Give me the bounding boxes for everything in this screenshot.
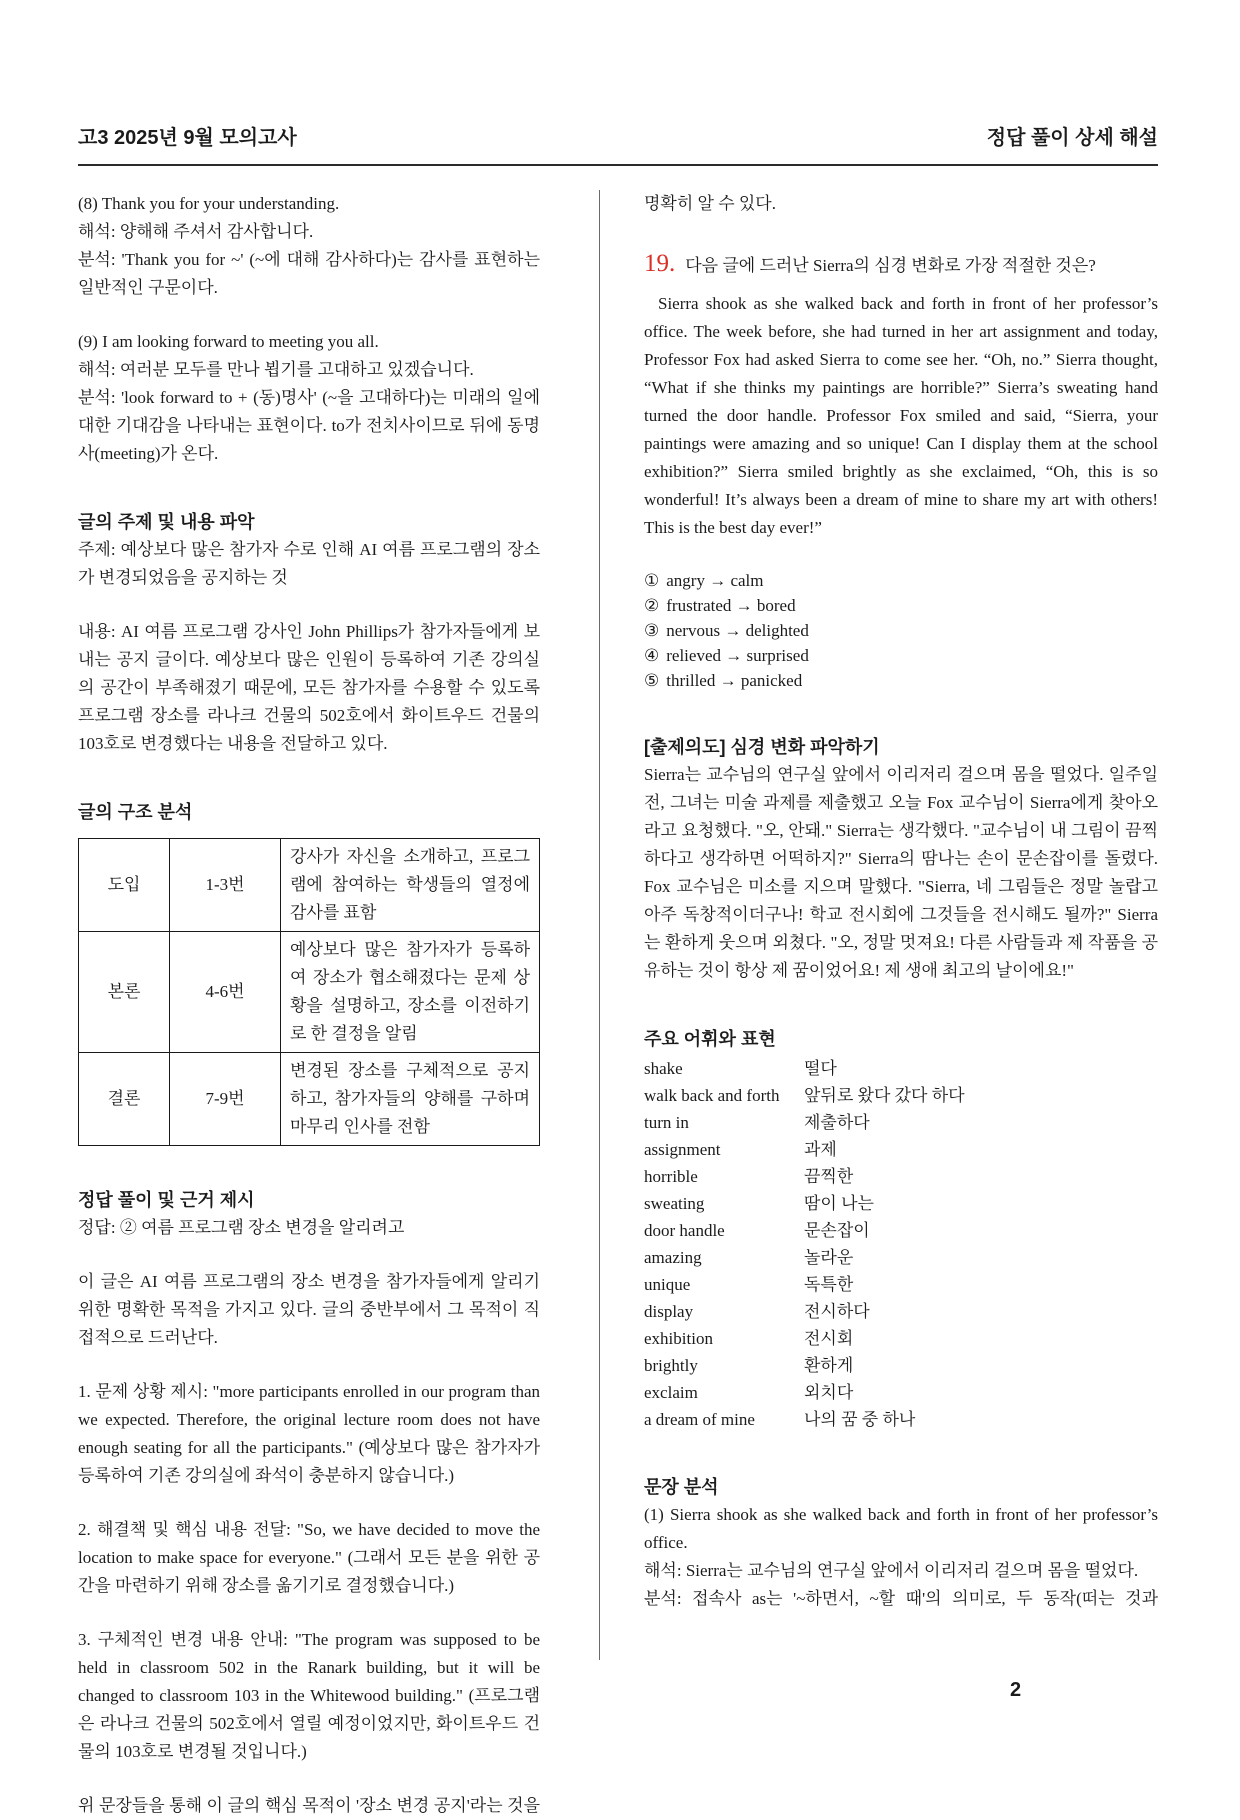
vocab-row <box>644 1190 1158 1217</box>
closing-line: 위 문장들을 통해 이 글의 핵심 목적이 '장소 변경 공지'라는 것을 <box>78 1796 540 1815</box>
header-rule <box>78 164 1158 166</box>
vocab-row <box>644 1217 1158 1244</box>
vocab-row <box>644 1271 1158 1298</box>
structure-range: 1-3번 <box>170 839 281 932</box>
option-marker: ⑤ <box>644 671 660 690</box>
structure-desc: 변경된 장소를 구체적으로 공지하고, 참가자들의 양해를 구하며 마무리 인사를 전함 <box>281 1053 540 1146</box>
vocab-meaning: 앞뒤로 왔다 갔다 하다 <box>804 1086 965 1105</box>
structure-range: 4-6번 <box>170 932 281 1053</box>
heading-sentence-section: 문장 분석 <box>644 1477 719 1497</box>
vocab-term: sweating <box>644 1194 705 1213</box>
answer-option-3 <box>644 618 1158 643</box>
vocab-term: walk back and forth <box>644 1086 780 1105</box>
vocab-term: assignment <box>644 1140 721 1159</box>
vocab-term: horrible <box>644 1167 698 1186</box>
sentence-analysis: 분석: 접속사 as는 '~하면서, ~할 때'의 의미로, 두 동작(떠는 것과 <box>644 1589 1158 1608</box>
question-prompt: 다음 글에 드러난 Sierra의 심경 변화로 가장 적절한 것은? <box>685 256 1096 275</box>
table-row <box>79 839 540 932</box>
vocab-term: turn in <box>644 1113 689 1132</box>
structure-desc: 강사가 자신을 소개하고, 프로그램에 참여하는 학생들의 열정에 감사를 표함 <box>281 839 540 932</box>
carryover-line: 명확히 알 수 있다. <box>644 194 776 213</box>
vocab-meaning: 끔찍한 <box>804 1167 854 1186</box>
vocab-meaning: 문손잡이 <box>804 1221 870 1240</box>
answer-option-4 <box>644 643 1158 668</box>
vocab-row <box>644 1082 1158 1109</box>
answer-option-5 <box>644 668 1158 693</box>
vocab-row <box>644 1379 1158 1406</box>
vocab-meaning: 환하게 <box>804 1356 854 1375</box>
vocab-meaning: 전시회 <box>804 1329 854 1348</box>
question-number: 19. <box>644 250 676 277</box>
vocab-term: a dream of mine <box>644 1410 755 1429</box>
vocab-row <box>644 1163 1158 1190</box>
answer-option-2 <box>644 593 1158 618</box>
vocab-row <box>644 1136 1158 1163</box>
structure-part: 본론 <box>79 932 170 1053</box>
option-marker: ③ <box>644 621 660 640</box>
option-marker: ① <box>644 571 660 590</box>
option-label: nervous → delighted <box>666 621 809 640</box>
evidence-point-2: 2. 해결책 및 핵심 내용 전달: "So, we have decided to move the location to make space for everyone." (그래서 모든 분을 위한 공간을 마련하기 위해 장소를 옮기기로 결정했습니다.) <box>78 1520 540 1595</box>
heading-answer-section: 정답 풀이 및 근거 제시 <box>78 1190 255 1210</box>
evidence-point-3: 3. 구체적인 변경 내용 안내: "The program was supposed to be held in classroom 502 in the Ranark building, but it will be changed to classroom 103 in the Whitewood building." (프로그램은 라나크 건물의 502호에서 열릴 예정이었지만, 화이트우드 건물의 103호로 변경될 것입니다.) <box>78 1630 540 1761</box>
question-19-header <box>644 250 1158 280</box>
sentence-item-8 <box>78 190 540 302</box>
question-passage: Sierra shook as she walked back and forth in front of her professor’s office. The week before, she had turned in her art assignment and today, Professor Fox had asked Sierra to come see her. “Oh, no.” Sierra thought, “What if she thinks my paintings are horrible?” Sierra’s sweating hand turned the door handle. Professor Fox smiled and said, “Sierra, your paintings were amazing and so unique! Can I display them at the school exhibition?” Sierra smiled brightly as she exclaimed, “Oh, this is so wonderful! It’s always been a dream of mine to share my art with others! This is the best day ever!” <box>644 294 1158 537</box>
left-column <box>78 190 540 1820</box>
evidence-point-1: 1. 문제 상황 제시: "more participants enrolled in our program than we expected. Therefore, the original lecture room does not have enough seating for all the participants." (예상보다 많은 참가자가 등록하여 기존 강의실에 좌석이 충분하지 않습니다.) <box>78 1382 540 1485</box>
right-column <box>644 190 1158 1820</box>
item9-sentence: (9) I am looking forward to meeting you all. <box>78 332 379 351</box>
answer-paragraph: 이 글은 AI 여름 프로그램의 장소 변경을 참가자들에게 알리기 위한 명확한 목적을 가지고 있다. 글의 중반부에서 그 목적이 직접적으로 드러난다. <box>78 1272 540 1347</box>
structure-part: 결론 <box>79 1053 170 1146</box>
vocab-meaning: 독특한 <box>804 1275 854 1294</box>
exam-title: 고3 2025년 9월 모의고사 <box>78 127 297 149</box>
vocab-meaning: 과제 <box>804 1140 837 1159</box>
explanation-title: 정답 풀이 상세 해설 <box>986 127 1158 149</box>
topic-text: 주제: 예상보다 많은 참가자 수로 인해 AI 여름 프로그램의 장소가 변경되었음을 공지하는 것 <box>78 540 540 587</box>
sentence-item-9 <box>78 328 540 468</box>
answer-options <box>644 568 1158 693</box>
answer-option-1 <box>644 568 1158 593</box>
structure-desc: 예상보다 많은 참가자가 등록하여 장소가 협소해졌다는 문제 상황을 설명하고, 장소를 이전하기로 한 결정을 알림 <box>281 932 540 1053</box>
answer-line: 정답: ② 여름 프로그램 장소 변경을 알리려고 <box>78 1218 405 1237</box>
vocab-meaning: 전시하다 <box>804 1302 870 1321</box>
option-label: angry → calm <box>666 571 764 590</box>
vocab-term: shake <box>644 1059 683 1078</box>
page-header <box>78 126 1158 150</box>
option-label: frustrated → bored <box>666 596 796 615</box>
vocab-term: exclaim <box>644 1383 698 1402</box>
vocab-term: door handle <box>644 1221 725 1240</box>
vocab-term: display <box>644 1302 694 1321</box>
vocab-term: unique <box>644 1275 691 1294</box>
vocab-row <box>644 1325 1158 1352</box>
content-text: 내용: AI 여름 프로그램 강사인 John Phillips가 참가자들에게 보내는 공지 글이다. 예상보다 많은 인원이 등록하여 기존 강의실의 공간이 부족해졌기 때문에, 모든 참가자를 수용할 수 있도록 프로그램 장소를 라나크 건물의 502호에서 화이트우드 건물의 103호로 변경했다는 내용을 전달하고 있다. <box>78 622 540 753</box>
vocab-meaning: 놀라운 <box>804 1248 854 1267</box>
table-row <box>79 932 540 1053</box>
vocab-row <box>644 1352 1158 1379</box>
structure-table <box>78 838 540 1146</box>
two-column-body <box>78 190 1158 1820</box>
item9-analysis: 분석: 'look forward to + (동)명사' (~을 고대하다)는 미래의 일에 대한 기대감을 나타내는 표현이다. to가 전치사이므로 뒤에 동명사(meeting)가 온다. <box>78 388 540 463</box>
heading-vocab-section: 주요 어휘와 표현 <box>644 1029 776 1049</box>
vocab-row <box>644 1109 1158 1136</box>
analyzed-sentence: (1) Sierra shook as she walked back and forth in front of her professor’s office. <box>644 1505 1158 1552</box>
vocab-term: brightly <box>644 1356 698 1375</box>
structure-range: 7-9번 <box>170 1053 281 1146</box>
sentence-translation: 해석: Sierra는 교수님의 연구실 앞에서 이리저리 걸으며 몸을 떨었다. <box>644 1561 1139 1580</box>
option-marker: ② <box>644 596 660 615</box>
vocab-row <box>644 1244 1158 1271</box>
structure-part: 도입 <box>79 839 170 932</box>
option-label: thrilled → panicked <box>666 671 803 690</box>
vocab-row <box>644 1298 1158 1325</box>
heading-structure-section: 글의 구조 분석 <box>78 802 193 822</box>
vocab-row <box>644 1406 1158 1433</box>
item8-analysis: 분석: 'Thank you for ~' (~에 대해 감사하다)는 감사를 표현하는 일반적인 구문이다. <box>78 250 540 297</box>
option-label: relieved → surprised <box>666 646 809 665</box>
table-row <box>79 1053 540 1146</box>
item8-sentence: (8) Thank you for your understanding. <box>78 194 340 213</box>
item9-translation: 해석: 여러분 모두를 만나 뵙기를 고대하고 있겠습니다. <box>78 360 474 379</box>
column-divider <box>599 190 600 1660</box>
vocab-term: amazing <box>644 1248 702 1267</box>
vocab-meaning: 제출하다 <box>804 1113 870 1132</box>
vocab-meaning: 떨다 <box>804 1059 837 1078</box>
item8-translation: 해석: 양해해 주셔서 감사합니다. <box>78 222 314 241</box>
vocab-term: exhibition <box>644 1329 713 1348</box>
option-marker: ④ <box>644 646 660 665</box>
intent-body: Sierra는 교수님의 연구실 앞에서 이리저리 걸으며 몸을 떨었다. 일주일 전, 그녀는 미술 과제를 제출했고 오늘 Fox 교수님이 Sierra에게 찾아오라고 요청했다. "오, 안돼." Sierra는 생각했다. "교수님이 내 그림이 끔찍하다고 생각하면 어떡하지?" Sierra의 땀나는 손이 문손잡이를 돌렸다. Fox 교수님은 미소를 지으며 말했다. "Sierra, 네 그림들은 정말 놀랍고 아주 독창적이더구나! 학교 전시회에 그것들을 전시해도 될까?" Sierra는 환하게 웃으며 외쳤다. "오, 정말 멋져요! 다른 사람들과 제 작품을 공유하는 것이 항상 제 꿈이었어요! 제 생애 최고의 날이에요!" <box>644 765 1158 980</box>
vocab-row <box>644 1055 1158 1082</box>
heading-topic-section: 글의 주제 및 내용 파악 <box>78 512 255 532</box>
vocab-meaning: 나의 꿈 중 하나 <box>804 1410 916 1429</box>
page-number: 2 <box>1010 1679 1022 1701</box>
vocab-meaning: 땀이 나는 <box>804 1194 874 1213</box>
vocab-list <box>644 1055 1158 1433</box>
vocab-meaning: 외치다 <box>804 1383 854 1402</box>
heading-intent-section: [출제의도] 심경 변화 파악하기 <box>644 737 880 757</box>
